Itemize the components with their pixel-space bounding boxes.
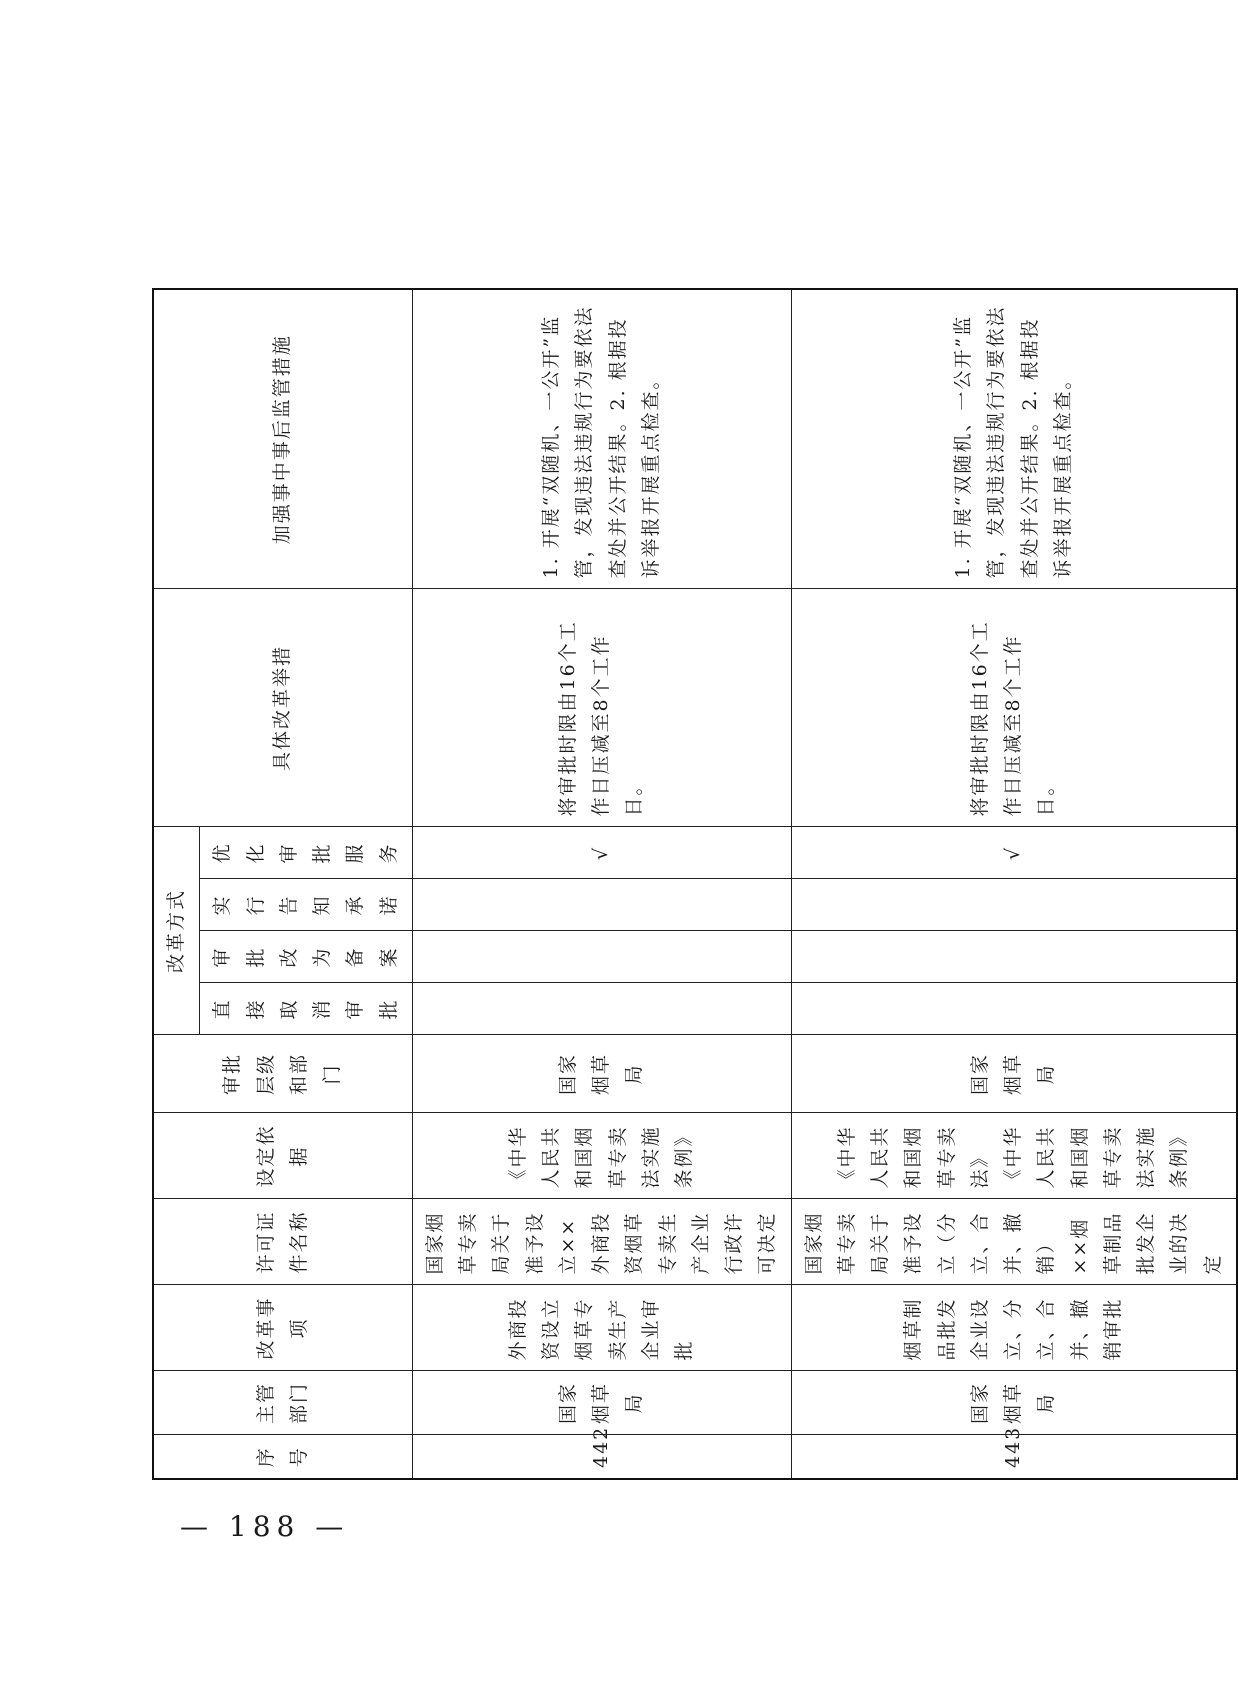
cell-mode-record	[791, 931, 1237, 983]
cell-mode-promise	[412, 879, 791, 931]
header-mode-record: 审批改为备案	[200, 931, 413, 983]
cell-seq: 443	[791, 1435, 1237, 1479]
cell-mode-record	[412, 931, 791, 983]
table-row	[791, 289, 1237, 1479]
cell-item	[791, 1285, 1237, 1371]
header-seq: 序号	[153, 1435, 412, 1479]
cell-mode-promise	[791, 879, 1237, 931]
cell-supervise: 1. 开展“双随机、一公开”监管，发现违法违规行为要依法查处并公开结果。2. 根据投诉举报开展重点检查。	[791, 289, 1237, 589]
cell-mode-optimize-check-icon: √	[412, 827, 791, 879]
header-dept: 主管部门	[153, 1371, 412, 1435]
header-mode-optimize: 优化审批服务	[200, 827, 413, 879]
cell-basis: 《中华人民共和国烟草专卖法实施条例》	[412, 1113, 791, 1199]
cell-mode-cancel	[412, 983, 791, 1035]
cell-level: 国家烟草局	[412, 1035, 791, 1113]
cell-level: 国家烟草局	[791, 1035, 1237, 1113]
cell-item	[412, 1285, 791, 1371]
header-license: 许可证件名称	[153, 1199, 412, 1285]
header-mode-cancel: 直接取消审批	[200, 983, 413, 1035]
header-measure: 具体改革举措	[153, 589, 412, 827]
cell-mode-optimize-check-icon: √	[791, 827, 1237, 879]
cell-basis: 《中华人民共和国烟草专卖法》《中华人民共和国烟草专卖法实施条例》	[791, 1113, 1237, 1199]
cell-measure	[412, 589, 791, 827]
cell-item-text: 外商投资设立烟草专卖生产企业审批	[506, 1297, 696, 1361]
cell-measure-text: 将审批时限由16个工作日压减至8个工作日。	[968, 620, 1058, 817]
cell-dept: 国家烟草局	[791, 1371, 1237, 1435]
cell-dept: 国家烟草局	[412, 1371, 791, 1435]
reform-table	[152, 288, 1238, 1480]
rotated-table-container	[152, 290, 1224, 1480]
cell-license: 国家烟草专卖局关于准予设立××外商投资烟草专卖生产企业行政许可决定	[412, 1199, 791, 1285]
cell-mode-cancel	[791, 983, 1237, 1035]
cell-measure-text: 将审批时限由16个工作日压减至8个工作日。	[556, 620, 646, 817]
page-number: — 188 —	[180, 1510, 350, 1543]
cell-seq: 442	[412, 1435, 791, 1479]
header-mode: 改革方式	[153, 827, 200, 1035]
cell-measure	[791, 589, 1237, 827]
header-supervise: 加强事中事后监管措施	[153, 289, 412, 589]
header-level: 审批层级和部门	[153, 1035, 412, 1113]
cell-item-text: 烟草制品批发企业设立、分立、合并、撤销审批	[902, 1297, 1124, 1361]
header-item: 改革事项	[153, 1285, 412, 1371]
header-row-top	[153, 289, 200, 1479]
cell-license: 国家烟草专卖局关于准予设立（分立、合并、撤销）××烟草制品批发企业的决定	[791, 1199, 1237, 1285]
table-row	[412, 289, 791, 1479]
header-mode-promise: 实行告知承诺	[200, 879, 413, 931]
header-basis: 设定依据	[153, 1113, 412, 1199]
cell-supervise: 1. 开展“双随机、一公开”监管，发现违法违规行为要依法查处并公开结果。2. 根据投诉举报开展重点检查。	[412, 289, 791, 589]
